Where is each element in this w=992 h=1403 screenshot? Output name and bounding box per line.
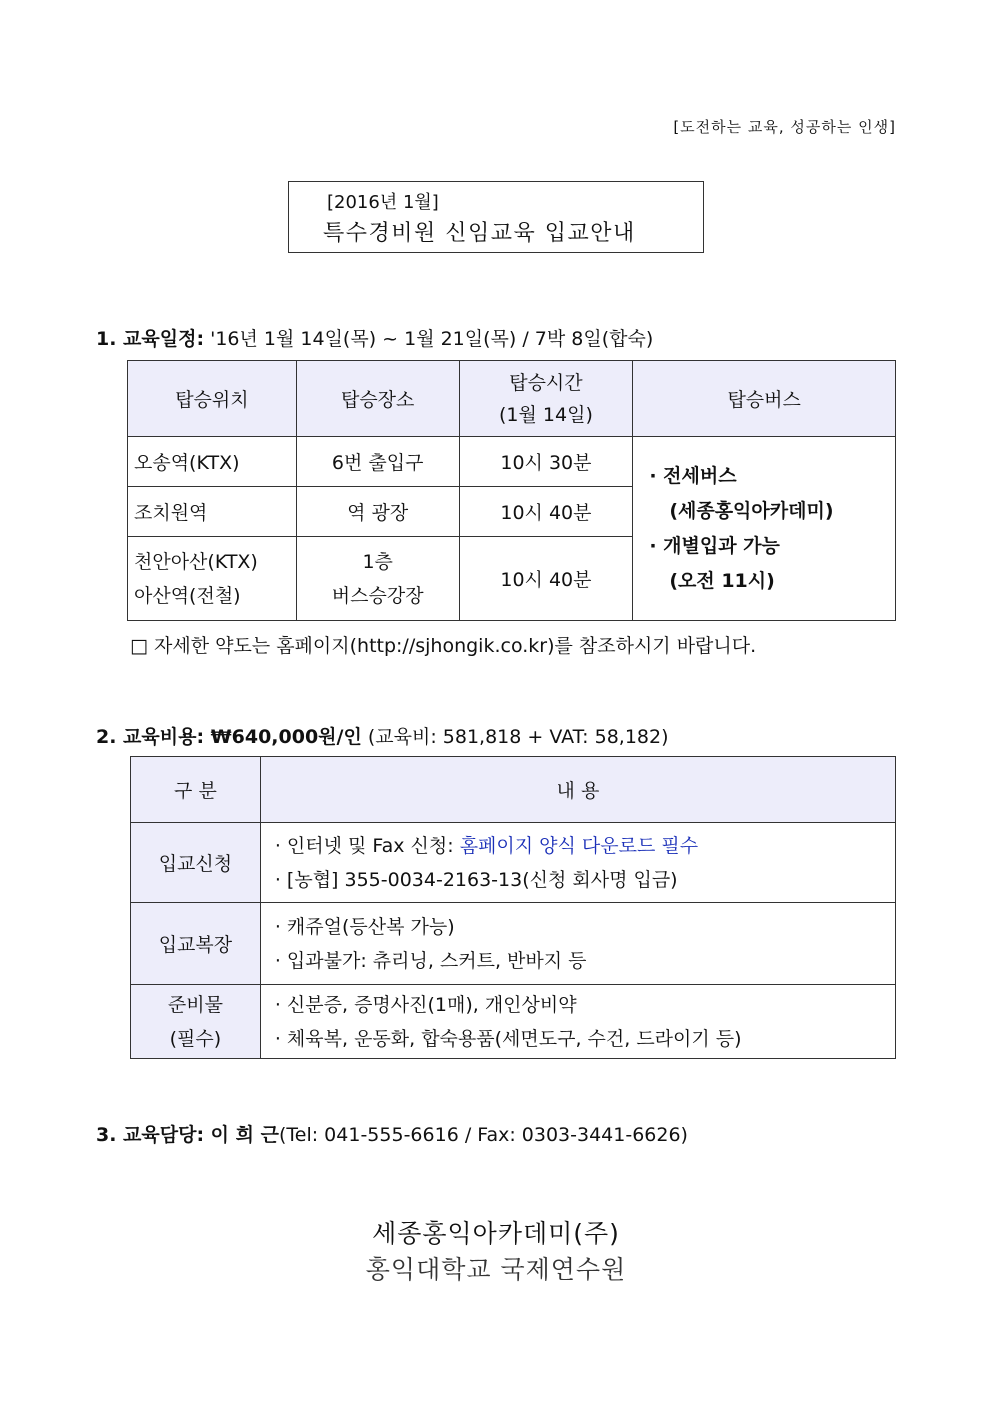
row-category-line: (필수) <box>169 1027 222 1050</box>
row-place: 역 광장 <box>296 487 459 537</box>
row-location: 조치원역 <box>128 487 297 537</box>
section2-heading <box>96 722 669 749</box>
table-row <box>131 903 896 985</box>
boarding-table <box>127 360 896 621</box>
section3-heading <box>96 1120 688 1147</box>
content-line: · 체육복, 운동화, 합숙용품(세면도구, 수건, 드라이기 등) <box>274 1027 742 1050</box>
row-category: 입교복장 <box>131 903 261 985</box>
row-time: 10시 40분 <box>459 537 633 621</box>
section2-label: 2. 교육비용: ₩640,000원/인 <box>96 726 362 748</box>
row-place-line: 1층 <box>362 550 393 573</box>
fee-table <box>130 756 896 1059</box>
row-content <box>260 823 895 903</box>
row-place <box>296 537 459 621</box>
org-name: 세종홍익아카데미(주) <box>372 1219 620 1248</box>
title-date: [2016년 1월] <box>327 192 439 213</box>
homepage-note: □ 자세한 약도는 홈페이지(http://sjhongik.co.kr)를 참조하시기 바랍니다. <box>130 635 757 657</box>
header-time-date: (1월 14일) <box>499 403 593 426</box>
bus-line: · 전세버스 <box>649 464 737 487</box>
header-time <box>459 361 633 437</box>
content-line <box>261 829 895 863</box>
table-row <box>131 985 896 1059</box>
table-header-row <box>128 361 896 437</box>
section1-label: 1. 교육일정: <box>96 328 205 350</box>
row-content <box>260 903 895 985</box>
bus-line: · 개별입과 가능 <box>649 534 780 557</box>
motto: [도전하는 교육, 성공하는 인생] <box>673 118 896 136</box>
row-place-line: 버스승강장 <box>331 584 424 607</box>
bus-cell <box>633 437 896 621</box>
table-header-row <box>131 757 896 823</box>
section1-heading <box>96 324 653 351</box>
row-category <box>131 985 261 1059</box>
row-category-line: 준비물 <box>167 993 223 1016</box>
page-title: 특수경비원 신임교육 입교안내 <box>323 221 636 246</box>
content-line: · 입과불가: 츄리닝, 스커트, 반바지 등 <box>274 949 587 972</box>
download-required-text: 홈페이지 양식 다운로드 필수 <box>459 834 699 857</box>
bus-line: (오전 11시) <box>669 569 775 592</box>
row-location-line: 아산역(전철) <box>134 584 241 607</box>
section2-detail: (교육비: 581,818 + VAT: 58,182) <box>367 726 669 748</box>
header-bus: 탑승버스 <box>633 361 896 437</box>
header-content: 내 용 <box>260 757 895 823</box>
content-line: · [농협] 355-0034-2163-13(신청 회사명 입금) <box>274 868 678 891</box>
header-category: 구 분 <box>131 757 261 823</box>
section1-text: '16년 1월 14일(목) ~ 1월 21일(목) / 7박 8일(합숙) <box>210 328 654 350</box>
table-row <box>131 823 896 903</box>
row-time: 10시 40분 <box>459 487 633 537</box>
content-text: · 인터넷 및 Fax 신청: <box>274 834 460 857</box>
row-category: 입교신청 <box>131 823 261 903</box>
section3-label: 3. 교육담당: 이 희 근 <box>96 1124 279 1146</box>
row-content <box>260 985 895 1059</box>
row-location <box>128 537 297 621</box>
content-line: · 캐쥬얼(등산복 가능) <box>274 915 455 938</box>
table-row <box>128 437 896 487</box>
content-line: · 신분증, 증명사진(1매), 개인상비약 <box>274 993 577 1016</box>
row-location-line: 천안아산(KTX) <box>134 550 258 573</box>
row-location: 오송역(KTX) <box>128 437 297 487</box>
header-place: 탑승장소 <box>296 361 459 437</box>
row-place: 6번 출입구 <box>296 437 459 487</box>
title-box <box>288 181 704 253</box>
institute-name: 홍익대학교 국제연수원 <box>365 1255 627 1284</box>
row-time: 10시 30분 <box>459 437 633 487</box>
header-location: 탑승위치 <box>128 361 297 437</box>
section3-detail: (Tel: 041-555-6616 / Fax: 0303-3441-6626) <box>278 1124 688 1146</box>
bus-line: (세종홍익아카데미) <box>669 499 834 522</box>
header-time-label: 탑승시간 <box>509 371 583 394</box>
